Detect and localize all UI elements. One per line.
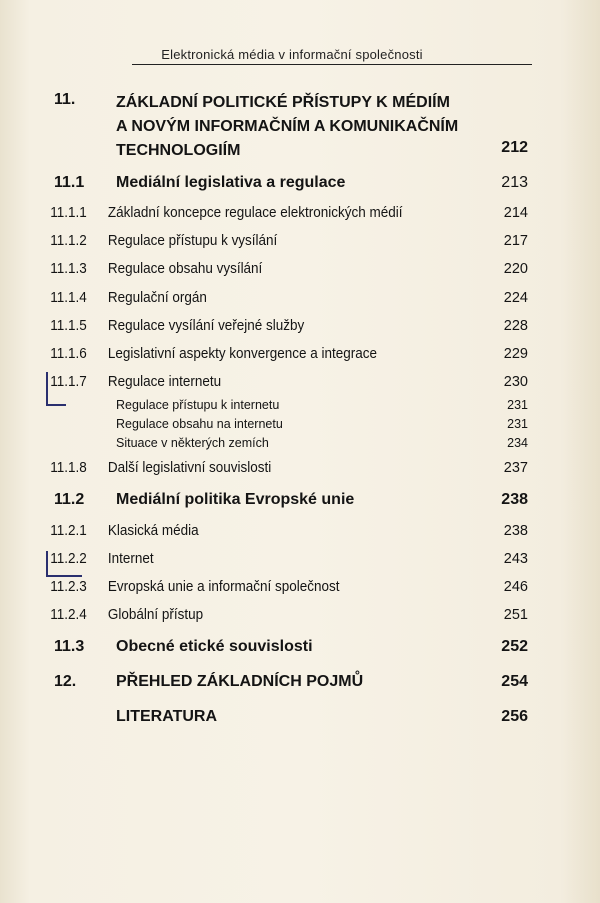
toc-page-number: 256 [501, 708, 528, 725]
toc-page-number: 234 [507, 436, 528, 450]
toc-title: Klasická média [107, 523, 199, 539]
toc-number: 11.1.2 [50, 233, 87, 249]
toc-number: 11.1.8 [50, 460, 87, 476]
toc-page-number: 213 [501, 174, 528, 191]
running-header: Elektronická média v informační společnosti [161, 47, 423, 62]
toc-page-number: 246 [503, 579, 528, 595]
toc-title-line3: TECHNOLOGIÍM [116, 142, 241, 159]
toc-title: Situace v některých zemích [116, 436, 269, 450]
toc-page-number: 238 [501, 491, 528, 508]
toc-title-line2: A NOVÝM INFORMAČNÍM A KOMUNIKAČNÍM [116, 118, 459, 135]
toc-page-number: 214 [503, 205, 528, 221]
toc-page-number: 243 [503, 551, 528, 567]
toc-page-number: 230 [503, 374, 528, 390]
toc-page-number: 224 [503, 290, 528, 306]
toc-number: 12. [54, 673, 77, 690]
toc-number: 11.2 [54, 491, 85, 508]
toc-page-number: 229 [503, 346, 528, 362]
toc-number: 11.1.3 [50, 261, 87, 277]
toc-number: 11. [54, 91, 76, 108]
toc-title: Globální přístup [107, 607, 204, 623]
toc-title: Regulační orgán [107, 290, 207, 306]
toc-title: Regulace přístupu k internetu [116, 398, 280, 412]
toc-title: Internet [107, 551, 154, 567]
toc-page-number: 220 [503, 261, 528, 277]
toc-number: 11.1.5 [50, 318, 87, 334]
toc-title: Evropská unie a informační společnost [107, 579, 340, 595]
toc-page-number: 237 [503, 460, 528, 476]
toc-title-line1: ZÁKLADNÍ POLITICKÉ PŘÍSTUPY K MÉDIÍM [116, 94, 450, 111]
toc-page-number: 252 [501, 638, 528, 655]
toc-title: LITERATURA [116, 708, 218, 725]
toc-page-number: 212 [501, 139, 528, 156]
toc-number: 11.2.2 [50, 551, 87, 567]
toc-title: Další legislativní souvislosti [107, 460, 272, 476]
toc-page-number: 228 [503, 318, 528, 334]
toc-number: 11.2.4 [50, 607, 87, 623]
toc-page-number: 238 [503, 523, 528, 539]
toc-title: Regulace obsahu na internetu [116, 417, 283, 431]
toc-number: 11.1.4 [50, 290, 87, 306]
toc-title: Regulace vysílání veřejné služby [107, 318, 305, 334]
toc-title: Regulace přístupu k vysílání [107, 233, 278, 249]
toc-page-number: 251 [503, 607, 528, 623]
toc-page-number: 217 [503, 233, 528, 249]
toc-number: 11.1.7 [50, 374, 87, 390]
toc-number: 11.1.1 [50, 205, 87, 221]
toc-title: PŘEHLED ZÁKLADNÍCH POJMŮ [116, 673, 364, 690]
toc-title: Regulace internetu [107, 374, 222, 390]
pen-bracket-mark [46, 372, 66, 406]
header-rule [132, 64, 532, 65]
toc-title: Mediální legislativa a regulace [116, 174, 346, 191]
toc-number: 11.3 [54, 638, 85, 655]
pen-bracket-mark [46, 551, 82, 577]
toc-title: Regulace obsahu vysílání [107, 261, 263, 277]
toc-page-number: 254 [501, 673, 528, 690]
toc-title: Mediální politika Evropské unie [116, 491, 355, 508]
toc-number: 11.2.1 [50, 523, 87, 539]
toc-title: Obecné etické souvislosti [116, 638, 313, 655]
toc-title: Základní koncepce regulace elektronických médií [107, 205, 403, 221]
toc-title: Legislativní aspekty konvergence a integrace [107, 346, 377, 362]
toc-page-number: 231 [507, 398, 528, 412]
toc-number: 11.1 [54, 174, 85, 191]
toc-number: 11.1.6 [50, 346, 87, 362]
toc-page-number: 231 [507, 417, 528, 431]
toc-number: 11.2.3 [50, 579, 87, 595]
